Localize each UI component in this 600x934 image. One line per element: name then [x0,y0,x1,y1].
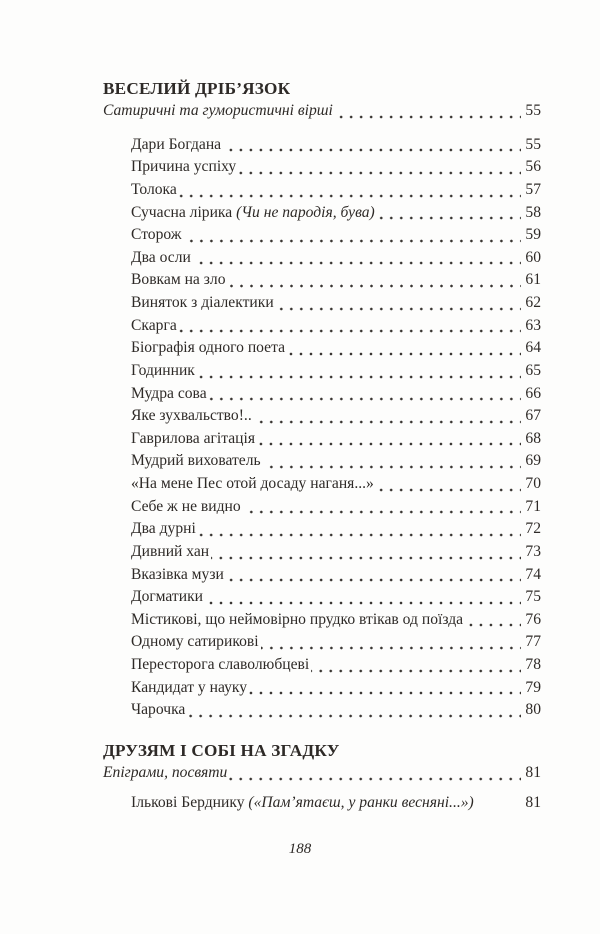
entry-title [131,269,226,292]
dot-leader [377,202,521,225]
entry-page-number: 61 [525,271,541,289]
entry-title-roman: Яке зухвальство!.. [131,407,252,425]
toc-entry [131,586,541,609]
entry-title-roman: Дари Богдана [131,135,222,153]
subtitle-page-number: 55 [525,102,541,119]
entry-page-number: 55 [525,135,541,153]
toc-entry [131,269,541,292]
entry-page-number: 67 [525,407,541,425]
toc-entry [131,450,541,473]
entry-title-roman: Ількові Берднику [131,793,249,811]
toc-entry [131,383,541,406]
entry-page-number: 66 [525,384,541,402]
entry-title [131,179,177,202]
dot-leader [476,792,521,815]
toc-entry [131,134,541,157]
toc-entry [131,677,541,700]
toc-entry [131,564,541,587]
toc-entry [131,609,541,632]
entry-page-number: 63 [525,316,541,334]
dot-leader [223,134,521,157]
entry-title [131,428,255,451]
entry-title-roman: Скарга [131,316,177,334]
section-subtitle [103,762,541,785]
toc-entry [131,315,541,338]
toc-entry [131,156,541,179]
entry-title [131,202,375,225]
dot-leader [276,292,521,315]
section-heading: ДРУЗЯМ І СОБІ НА ЗГАДКУ [103,740,340,760]
dot-leader [229,762,521,785]
entry-title-roman: Два дурні [131,520,196,538]
entry-title [131,156,236,179]
toc-entry [131,473,541,496]
entry-page-number: 64 [525,339,541,357]
entry-title-roman: Вовкам на зло [131,271,226,289]
entry-page-number: 70 [525,475,541,492]
toc-entry [131,699,541,722]
entry-title-roman: Кандидат у науку [131,678,248,696]
entry-title [131,541,209,564]
subtitle-text: Епіграми, посвяти [103,763,228,781]
toc-entry [131,541,541,564]
entry-title-roman: Одному сатирикові [131,633,259,651]
entry-title-roman: «На мене Пес отой досаду наганя...» [131,475,374,492]
page-number-footer: 188 [288,841,312,858]
entry-list [103,792,541,815]
entry-title [131,405,252,428]
entry-page-number: 57 [525,180,541,198]
dot-leader [179,179,521,202]
entry-page-number: 59 [525,226,541,244]
entry-title [131,224,182,247]
toc-entry [131,224,541,247]
toc-entry [131,337,541,360]
dot-leader [211,541,521,564]
toc-entry [131,518,541,541]
dot-leader [187,699,521,722]
entry-title [131,654,309,677]
toc-entry [131,360,541,383]
entry-title-roman: Сучасна лірика [131,203,237,221]
entry-title [131,247,191,270]
entry-page-number: 81 [525,793,541,811]
toc-entry [131,247,541,270]
entry-page-number: 68 [525,429,541,447]
dot-leader [228,269,522,292]
entry-title [131,631,259,654]
toc-entry [131,631,541,654]
entry-title [131,134,221,157]
dot-leader [198,518,521,541]
entry-page-number: 72 [525,520,541,538]
dot-leader [261,631,521,654]
entry-title-roman: Біографія одного поета [131,339,286,357]
entry-title [131,360,195,383]
dot-leader [243,496,521,519]
toc-entry [131,428,541,451]
dot-leader [184,224,521,247]
entry-title [131,792,474,815]
entry-title-roman: Себе ж не видно [131,497,241,515]
entry-page-number: 69 [525,452,541,470]
entry-page-number: 71 [525,497,541,515]
dot-leader [193,247,521,270]
dot-leader [226,564,521,587]
entry-page-number: 73 [525,542,541,560]
dot-leader [263,450,521,473]
entry-page-number: 56 [525,158,541,176]
entry-page-number: 75 [525,588,541,606]
entry-title-roman: Чарочка [131,701,186,719]
entry-page-number: 62 [525,294,541,311]
toc-entry [131,202,541,225]
entry-title-roman: Толока [131,180,177,198]
dot-leader [197,360,521,383]
entry-title [131,609,463,632]
dot-leader [257,428,521,451]
entry-title-italic: (Чи не пародія, бува) [236,203,375,221]
dot-leader [209,383,521,406]
entry-title [131,518,196,541]
toc-entry [131,179,541,202]
dot-leader [376,473,521,496]
dot-leader [249,677,521,700]
entry-title-italic: («Пам’ятаєш, у ранки весняні...») [248,793,474,811]
entry-list [103,134,541,722]
entry-title-roman: Причина успіху [131,158,237,176]
entry-title-roman: Два осли [131,248,191,266]
dot-leader [254,405,521,428]
entry-page-number: 58 [525,203,541,221]
toc-entry [131,405,541,428]
entry-title-roman: Пересторога славолюбцеві [131,656,310,673]
entry-page-number: 78 [525,656,541,673]
entry-title [131,699,185,722]
toc-entry [131,292,541,315]
entry-title [131,473,374,496]
entry-title [131,450,261,473]
entry-title-roman: Мудрий вихователь [131,452,261,470]
entry-title-roman: Виняток з діалектики [131,294,274,311]
entry-title [131,383,207,406]
entry-title-roman: Дивний хан [131,542,210,560]
entry-title-roman: Годинник [131,361,195,379]
entry-title [131,315,177,338]
entry-title [131,292,274,315]
entry-title-roman: Містикові, що неймовірно прудко втікав од поїзда [131,610,464,628]
entry-page-number: 77 [525,633,541,651]
toc-section [103,77,541,722]
entry-title-roman: Догматики [131,588,203,606]
subtitle-page-number: 81 [525,763,541,781]
section-heading: ВЕСЕЛИЙ ДРІБ’ЯЗОК [103,79,291,98]
entry-title-roman: Гаврилова агітація [131,429,256,447]
subtitle-text: Сатиричні та гумористичні вірші [103,102,333,119]
entry-page-number: 74 [525,565,541,583]
entry-page-number: 60 [525,248,541,266]
entry-page-number: 65 [525,361,541,379]
toc-entry [131,792,541,815]
toc-entry [131,654,541,677]
dot-leader [179,315,521,338]
entry-page-number: 79 [525,678,541,696]
dot-leader [205,586,521,609]
entry-title [131,586,203,609]
entry-title-roman: Вказівка музи [131,565,224,583]
toc-entry [131,496,541,519]
dot-leader [335,100,521,123]
dot-leader [238,156,521,179]
entry-title [131,564,224,587]
entry-title-roman: Сторож [131,226,182,244]
entry-title-roman: Мудра сова [131,384,207,402]
entry-title [131,677,247,700]
toc-section [103,739,541,814]
entry-title [131,337,285,360]
entry-page-number: 80 [525,701,541,719]
dot-leader [287,337,521,360]
dot-leader [465,609,521,632]
section-subtitle [103,100,541,123]
entry-title [131,496,241,519]
entry-page-number: 76 [525,610,541,628]
dot-leader [311,654,521,677]
